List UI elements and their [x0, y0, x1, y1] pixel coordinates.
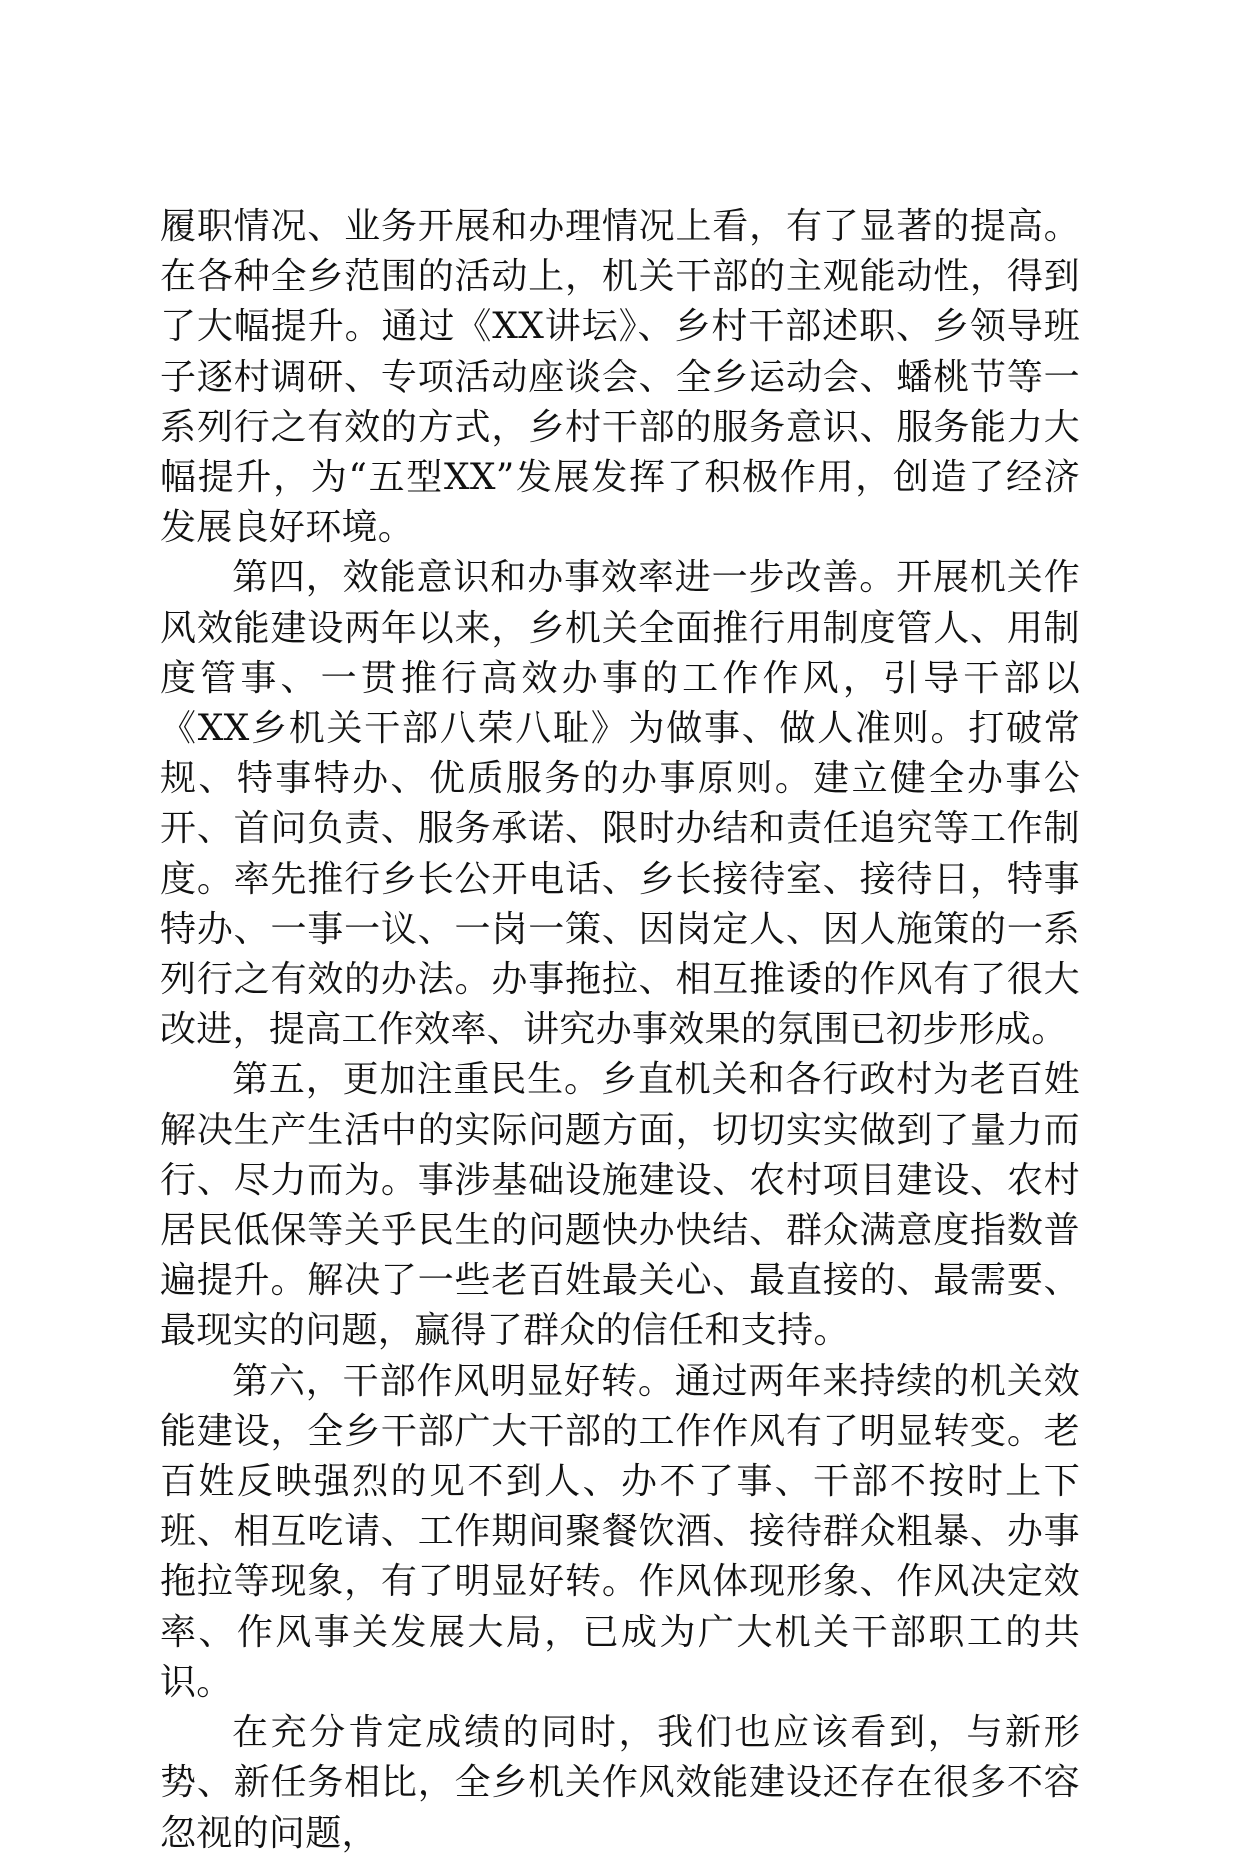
paragraph-sixth-work-style: 第六，干部作风明显好转。通过两年来持续的机关效能建设，全乡干部广大干部的工作作风有了明显转变。老百姓反映强烈的见不到人、办不了事、干部不按时上下班、相互吃请、工作期间聚餐饮酒、接待群众粗暴、办事拖拉等现象，有了明显好转。作风体现形象、作风决定效率、作风事关发展大局，已成为广大机关干部职工的共识。: [160, 1360, 1080, 1703]
paragraph-achievements-continued: 履职情况、业务开展和办理情况上看，有了显著的提高。在各种全乡范围的活动上，机关干部的主观能动性，得到了大幅提升。通过《XX讲坛》、乡村干部述职、乡领导班子逐村调研、专项活动座谈会、全乡运动会、蟠桃节等一系列行之有效的方式，乡村干部的服务意识、服务能力大幅提升，为“五型XX”发展发挥了积极作用，创造了经济发展良好环境。: [160, 206, 1080, 549]
paragraph-fifth-livelihood: 第五，更加注重民生。乡直机关和各行政村为老百姓解决生产生活中的实际问题方面，切切实实做到了量力而行、尽力而为。事涉基础设施建设、农村项目建设、农村居民低保等关乎民生的问题快办快结、群众满意度指数普遍提升。解决了一些老百姓最关心、最直接的、最需要、最现实的问题，赢得了群众的信任和支持。: [160, 1059, 1080, 1352]
document-body: [160, 202, 1080, 1859]
paragraph-fourth-efficiency: 第四，效能意识和办事效率进一步改善。开展机关作风效能建设两年以来，乡机关全面推行用制度管人、用制度管事、一贯推行高效办事的工作作风，引导干部以《XX乡机关干部八荣八耻》为做事、做人准则。打破常规、特事特办、优质服务的办事原则。建立健全办事公开、首问负责、服务承诺、限时办结和责任追究等工作制度。率先推行乡长公开电话、乡长接待室、接待日，特事特办、一事一议、一岗一策、因岗定人、因人施策的一系列行之有效的办法。办事拖拉、相互推诿的作风有了很大改进，提高工作效率、讲究办事效果的氛围已初步形成。: [160, 557, 1080, 1051]
paragraph-problems-intro: 在充分肯定成绩的同时，我们也应该看到，与新形势、新任务相比，全乡机关作风效能建设还存在很多不容忽视的问题，: [160, 1712, 1080, 1854]
